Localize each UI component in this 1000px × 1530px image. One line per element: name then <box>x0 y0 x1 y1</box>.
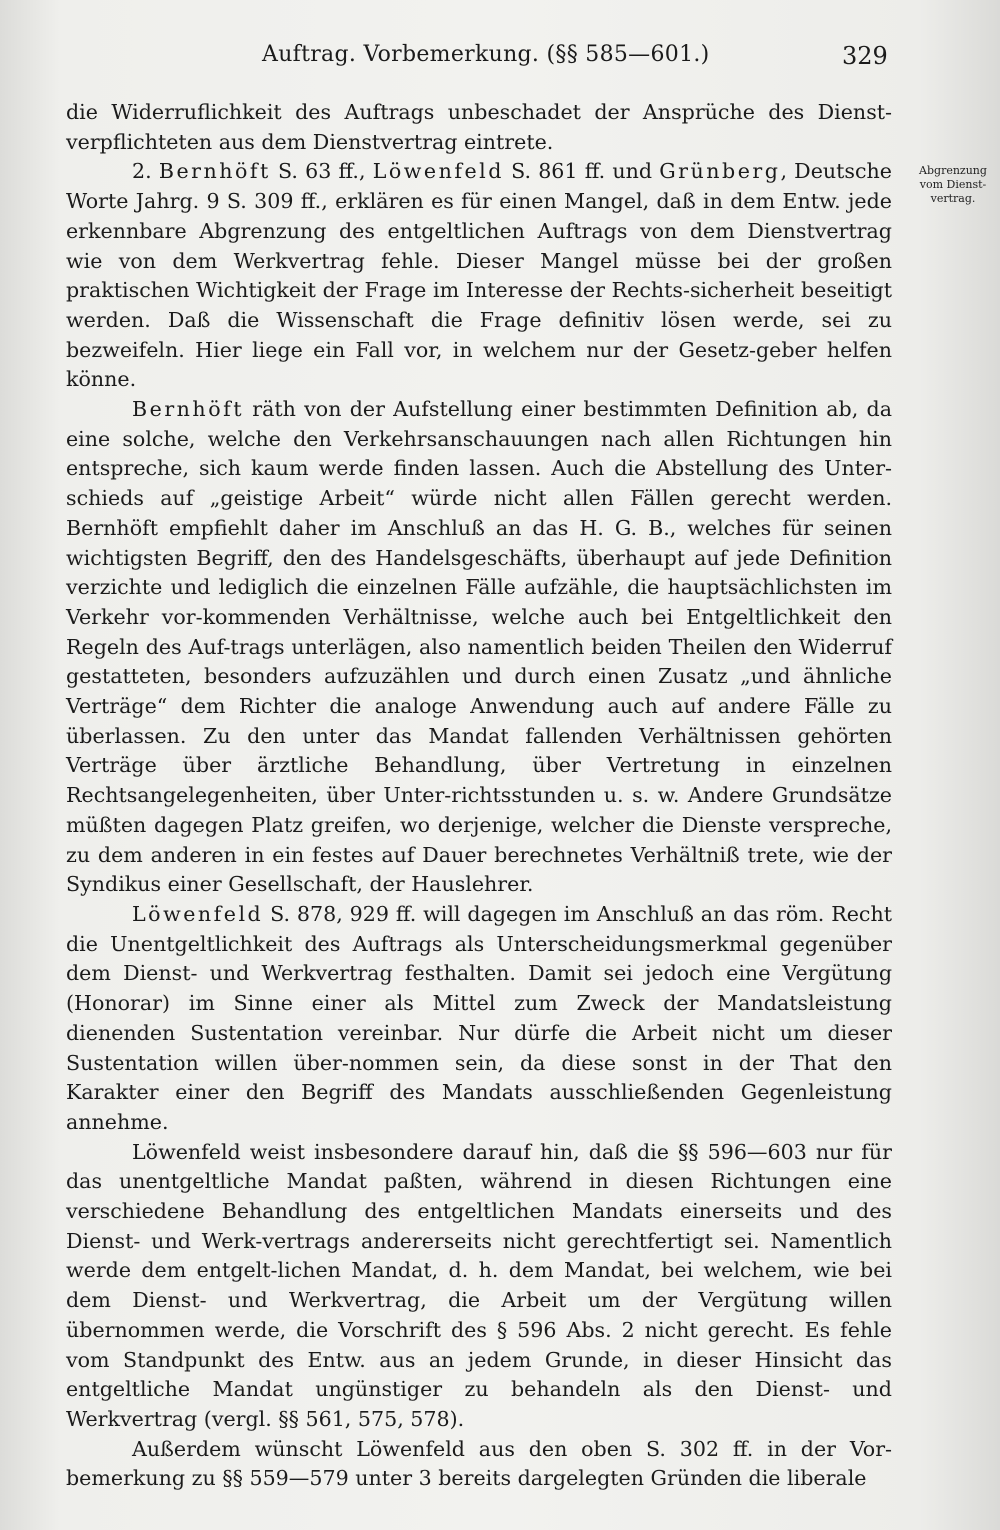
author-name: Löwenfeld <box>132 901 264 926</box>
paragraph <box>66 157 892 395</box>
page-number: 329 <box>842 42 888 70</box>
text-segment: S. 878, 929 ff. will dagegen im Anschluß an das röm. Recht die Unentgeltlichkeit des Auftrags als Unterscheidungsmerkmal gegenüber dem Dienst- und Werkvertrag festhalten. Damit sei jedoch eine Vergütung (Honorar) im Sinne einer als Mittel zum Zweck der Mandatsleistung dienenden Sustentation vereinbar. Nur dürfe die Arbeit nicht um dieser Sustentation willen über-nommen sein, da diese sonst in der That den Karakter einer den Begriff des Mandats ausschließenden Gegenleistung annehme. <box>66 901 892 1134</box>
text-segment: räth von der Aufstellung einer bestimmten Definition ab, da eine solche, welche den Verkehrsanschauungen nach allen Richtungen hin entspreche, sich kaum werde finden lassen. Auch die Abstellung des Unter-schieds auf „geistige Arbeit“ würde nicht allen Fällen gerecht werden. Bernhöft empfiehlt daher im Anschluß an das H. G. B., welches für seinen wichtigsten Begriff, den des Handelsgeschäfts, überhaupt auf jede Definition verzichte und lediglich die einzelnen Fälle aufzähle, die hauptsächlichsten im Verkehr vor-kommenden Verhältnisse, welche auch bei Entgeltlichkeit den Regeln des Auf-trags unterlägen, also namentlich beiden Theilen den Widerruf gestatteten, besonders aufzuzählen und durch einen Zusatz „und ähnliche Verträge“ dem Richter die analoge Anwendung auch auf andere Fälle zu überlassen. Zu den unter das Mandat fallenden Verhältnissen gehörten Verträge über ärztliche Behandlung, über Vertretung in einzelnen Rechtsangelegenheiten, über Unter-richtsstunden u. s. w. Andere Grundsätze müßten dagegen Platz greifen, wo derjenige, welcher die Dienste verspreche, zu dem anderen in ein festes auf Dauer berechnetes Verhältniß trete, wie der Syndikus einer Gesellschaft, der Hauslehrer. <box>66 397 892 897</box>
text-segment: , Deutsche Worte Jahrg. 9 S. 309 ff., erklären es für einen Mangel, daß in dem Entw. jede erkennbare Abgrenzung des entgeltlichen Auftrags von dem Dienstvertrag wie von dem Werkvertrag fehle. Dieser Mangel müsse bei der großen praktischen Wichtigkeit der Frage im Interesse der Rechts-sicherheit beseitigt werden. Daß die Wissenschaft die Frage definitiv lösen werde, sei zu bezweifeln. Hier liege ein Fall vor, in welchem nur der Gesetz-geber helfen könne. <box>66 159 892 392</box>
text-segment: S. 63 ff., <box>270 159 373 184</box>
text-segment: S. 861 ff. und <box>503 159 660 184</box>
text-segment: die Widerruflichkeit des Auftrags unbeschadet der Ansprüche des Dienst-verpflichteten aus dem Dienstvertrag eintrete. <box>66 100 892 154</box>
body-text <box>66 98 892 1494</box>
running-head: Auftrag. Vorbemerkung. (§§ 585—601.) <box>262 42 710 67</box>
text-segment: 2. <box>132 159 159 184</box>
paragraph <box>66 1435 892 1494</box>
author-name: Bernhöft <box>132 397 244 422</box>
author-name: Bernhöft <box>158 159 271 184</box>
text-segment: Löwenfeld weist insbesondere darauf hin, daß die §§ 596—603 nur für das unentgeltliche Mandat paßten, während in diesen Richtungen eine verschiedene Behandlung des entgeltlichen Mandats einerseits und des Dienst- und Werk-vertrags andererseits nicht gerechtfertigt sei. Namentlich werde dem entgelt-lichen Mandat, d. h. dem Mandat, bei welchem, wie bei dem Dienst- und Werkvertrag, die Arbeit um der Vergütung willen übernommen werde, die Vorschrift des § 596 Abs. 2 nicht gerecht. Es fehle vom Standpunkt des Entw. aus an jedem Grunde, in dieser Hinsicht das entgeltliche Mandat ungünstiger zu behandeln als den Dienst- und Werkvertrag (vergl. §§ 561, 575, 578). <box>66 1139 892 1431</box>
author-name: Grünberg <box>659 159 781 184</box>
margin-note: Abgrenzung vom Dienst- vertrag. <box>919 164 987 205</box>
text-segment: Außerdem wünscht Löwenfeld aus den oben S. 302 ff. in der Vor-bemerkung zu §§ 559—579 unter 3 bereits dargelegten Gründen die liberale <box>66 1436 892 1491</box>
paragraph <box>66 900 892 1138</box>
page-header <box>0 36 1000 76</box>
paragraph <box>66 98 892 157</box>
paragraph <box>66 1138 892 1435</box>
author-name: Löwenfeld <box>372 159 504 184</box>
paragraph <box>66 395 892 900</box>
